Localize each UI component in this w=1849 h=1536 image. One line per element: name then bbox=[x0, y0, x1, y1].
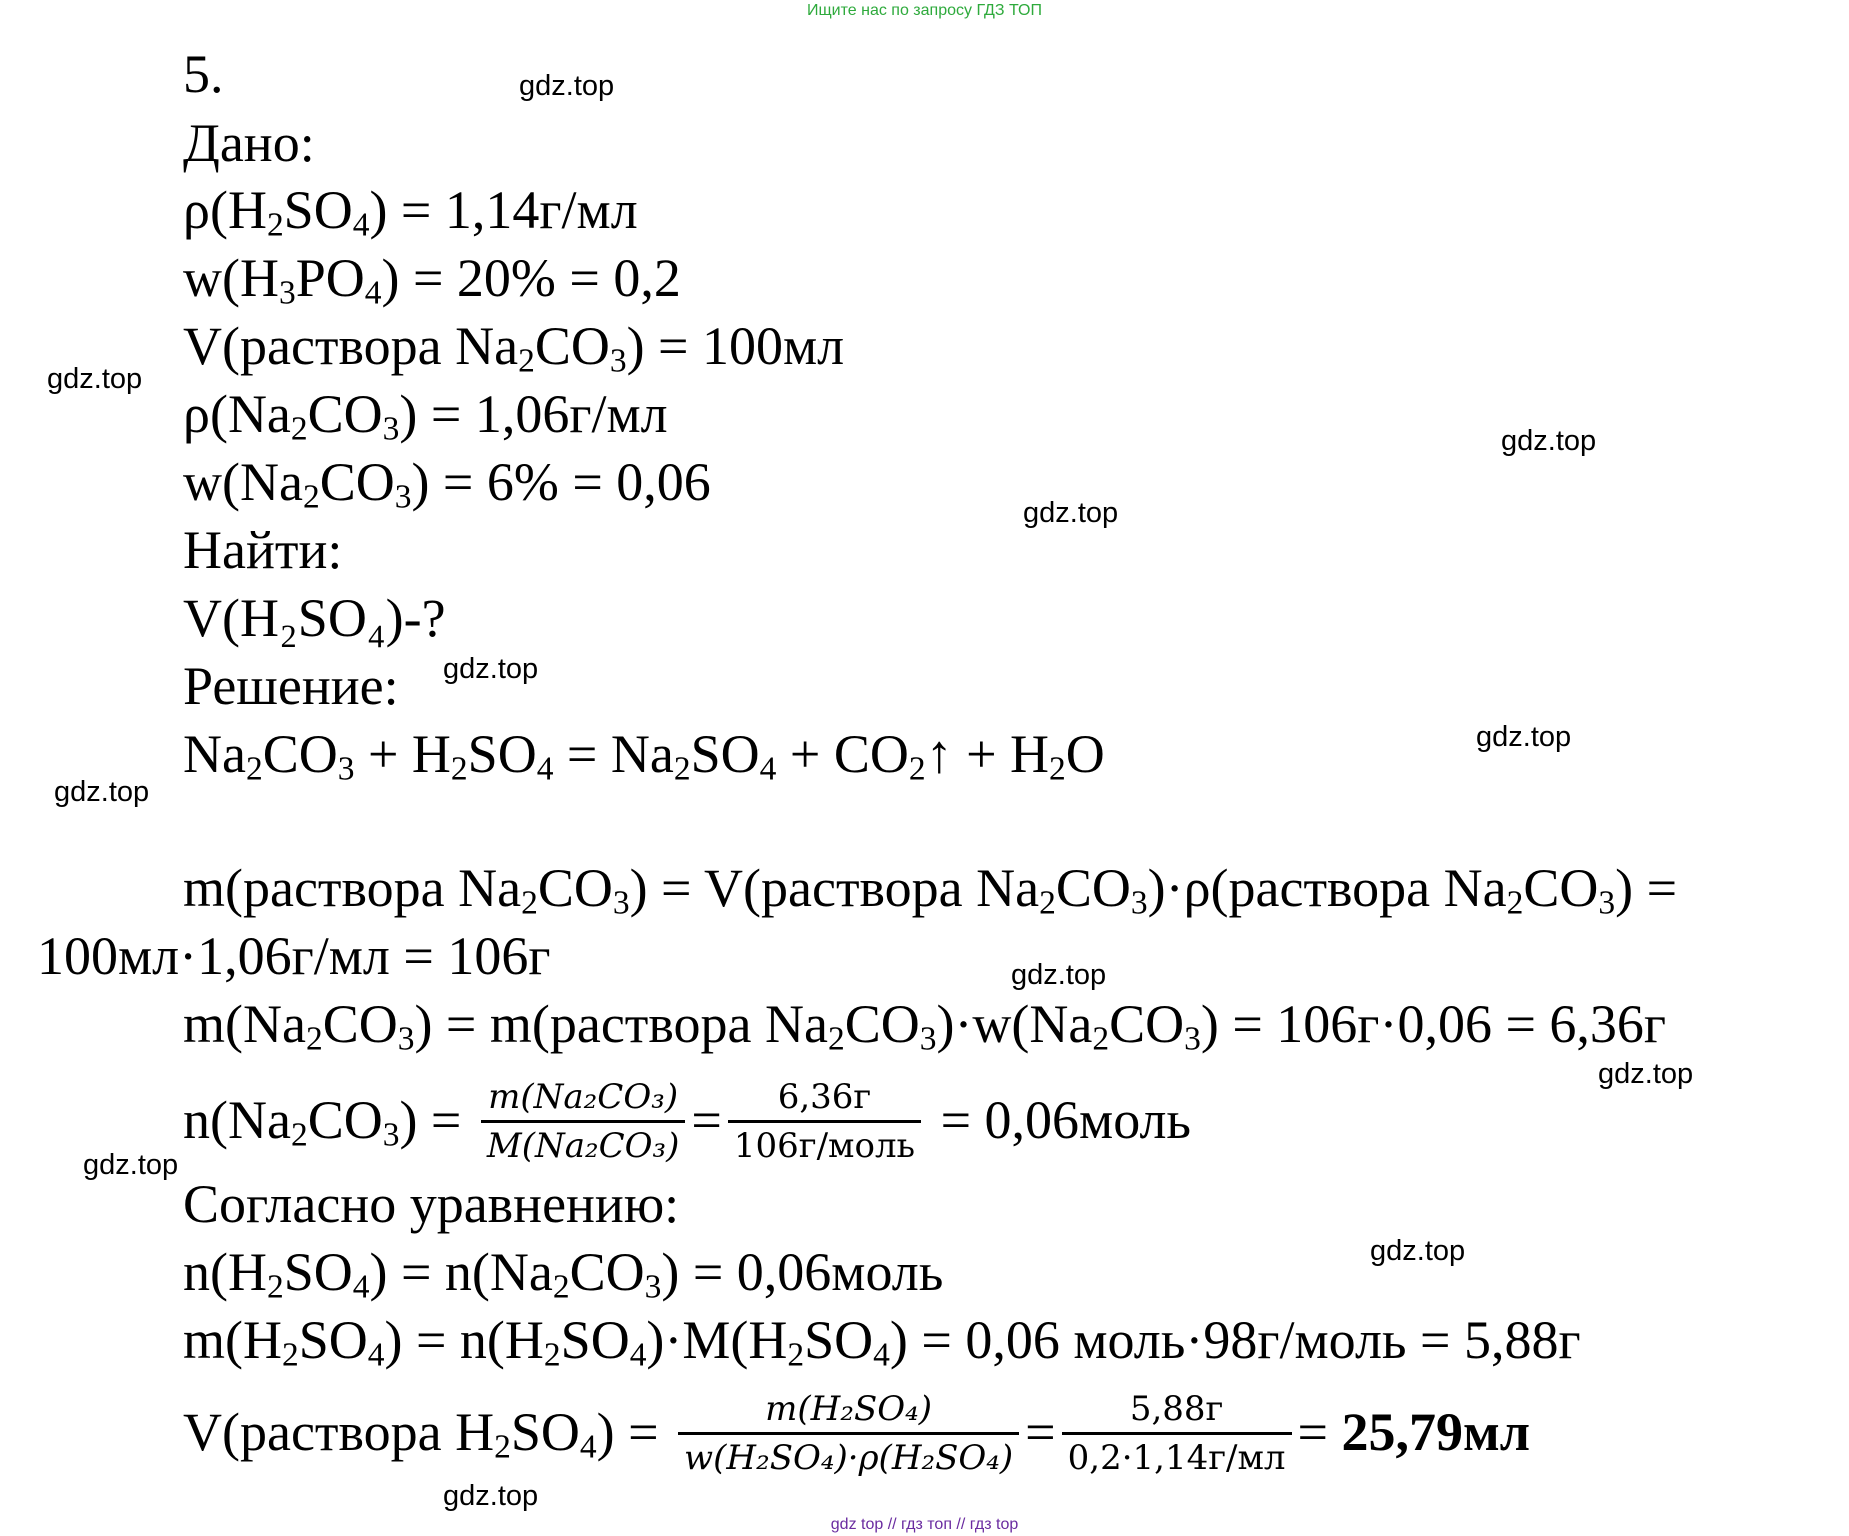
problem-number: 5. bbox=[183, 44, 224, 104]
fraction: $\frac{\text{m(H₂SO₄)}}{\text{w(H₂SO₄)·ρ(H₂SO₄)}}$ bbox=[678, 1386, 1019, 1481]
calc-mass-solution-cont: 100мл·1,06г/мл = 106г bbox=[37, 926, 551, 986]
given-fraction-h3po4: $w(H_3PO_4) = 20\% = 0,2$ bbox=[183, 248, 681, 312]
watermark: gdz.top bbox=[1476, 721, 1572, 753]
watermark: gdz.top bbox=[47, 363, 143, 395]
watermark: gdz.top bbox=[54, 776, 150, 808]
watermark: gdz.top bbox=[1598, 1058, 1694, 1090]
calc-moles-na2co3: $n(Na_2CO_3)$ = $\frac{\text{m(Na₂CO₃)}}{\text{M(Na₂CO₃)}}$ = $\frac{6,36г}{\text{106г/моль}}$ = 0,06моль bbox=[183, 1078, 1191, 1173]
fraction: $\frac{5,88г}{0,2\cdot 1,14г/мл}$ bbox=[1062, 1386, 1292, 1481]
reaction-equation: $Na_2CO_3 + H_2SO_4 = Na_2SO_4$ + $CO_2↑ + H_2O$ bbox=[183, 724, 1105, 788]
according-label: Согласно уравнению: bbox=[183, 1174, 680, 1234]
find-value: V(H₂SO₄)-? bbox=[183, 588, 446, 648]
solution-label: Решение: bbox=[183, 656, 399, 716]
watermark: gdz.top bbox=[519, 70, 615, 102]
fraction: $\frac{6,36г}{\text{106г/моль}}$ bbox=[728, 1074, 921, 1169]
search-banner: Ищите нас по запросу ГДЗ ТОП bbox=[807, 2, 1042, 19]
find-label: Найти: bbox=[183, 520, 343, 580]
fraction: $\frac{\text{m(Na₂CO₃)}}{\text{M(Na₂CO₃)}}$ bbox=[481, 1074, 686, 1169]
final-answer: 25,79мл bbox=[1341, 1401, 1531, 1462]
calc-moles-h2so4: $n(H_2SO_4) = n(Na_2CO_3)$ = 0,06моль bbox=[183, 1242, 944, 1306]
watermark: gdz.top bbox=[1370, 1235, 1466, 1267]
calc-volume-h2so4: V(раствора $H_2SO_4$) = $\frac{\text{m(H₂SO₄)}}{\text{w(H₂SO₄)·ρ(H₂SO₄)}}$ = $\frac{5,88г}{0,2\cdot 1,14г/мл}$ = 25,79мл bbox=[183, 1390, 1530, 1485]
given-fraction-na2co3: $w(Na_2CO_3) = 6\% = 0,06$ bbox=[183, 452, 711, 516]
calc-mass-na2co3: $m(Na_2CO_3)$ = m(раствора $Na_2CO_3)\cdot w(Na_2CO_3) = 106г\cdot 0,06 = 6,36г$ bbox=[183, 994, 1667, 1058]
given-density-na2co3: $\rho(Na_2CO_3) = 1,06г/мл$ bbox=[183, 384, 668, 448]
calc-mass-solution: m(раствора $Na_2CO_3$) = V(раствора $Na_2CO_3)\cdot\rho(раствора$ $Na_2CO_3$) = bbox=[183, 858, 1678, 922]
calc-mass-h2so4: $m(H_2SO_4) = n(H_2SO_4)\cdot M(H_2SO_4) = 0,06$ моль·98г/моль = 5,88г bbox=[183, 1310, 1581, 1374]
footer-links: gdz top // гдз топ // гдз top bbox=[830, 1516, 1019, 1533]
given-density-h2so4: $\rho(H_2SO_4) = 1,14г/мл$ bbox=[183, 180, 638, 244]
watermark: gdz.top bbox=[1501, 425, 1597, 457]
watermark: gdz.top bbox=[443, 653, 539, 685]
given-label: Дано: bbox=[183, 113, 315, 173]
given-volume-na2co3: V(раствора $Na_2CO_3) = 100мл$ bbox=[183, 316, 845, 380]
watermark: gdz.top bbox=[83, 1149, 179, 1181]
watermark: gdz.top bbox=[1011, 959, 1107, 991]
watermark: gdz.top bbox=[1023, 497, 1119, 529]
watermark: gdz.top bbox=[443, 1480, 539, 1512]
